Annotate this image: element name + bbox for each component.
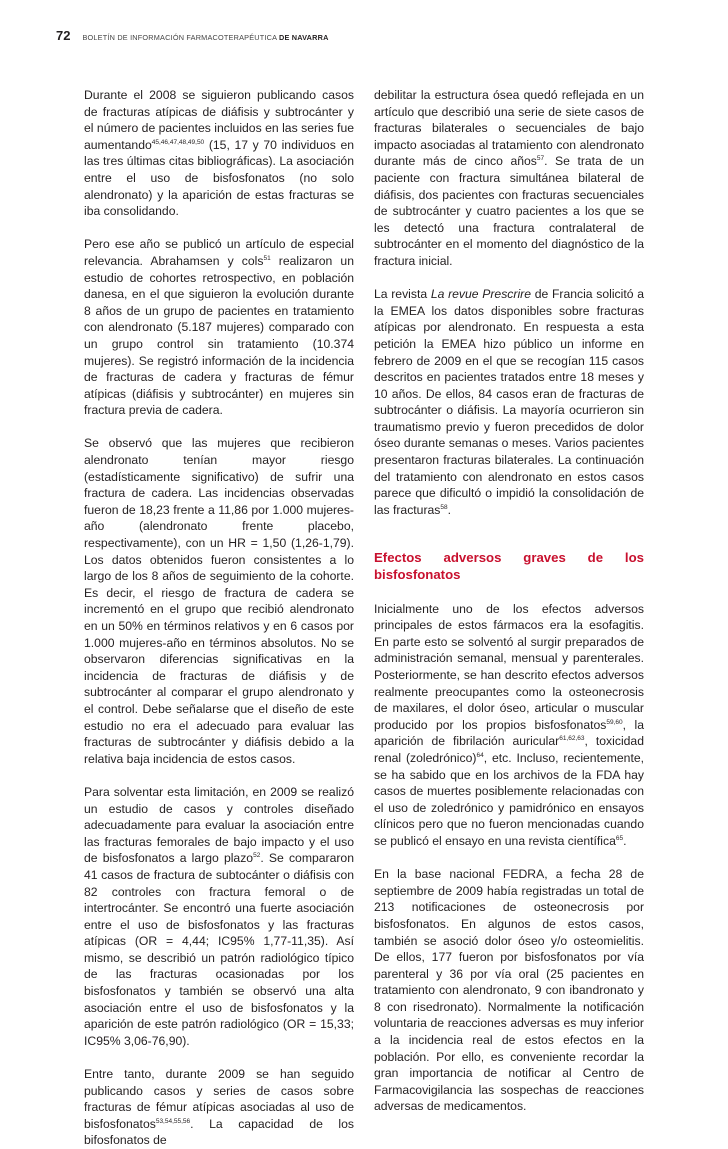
paragraph: La revista La revue Prescrire de Francia solicitó a la EMEA los datos disponibles sobre fracturas atípicas por alendronato. En respuesta a esta petición la EMEA hizo público un informe en febrero de 2009 en el que se recogían 115 casos descritos en pacientes tratados entre 18 meses y 10 años. De ellos, 84 casos eran de fracturas de subtrocánter o diáfisis. La mayoría ocurrieron sin traumatismo previo y fueron precedidos de dolor óseo durante semanas o meses. Varios pacientes presentaron fracturas bilaterales. La continuación del tratamiento con alendronato en estos casos parece que dificultó o impidió la consolidación de las fracturas$^{58}$. <box>374 287 644 517</box>
citation-ref: 58 <box>440 503 448 511</box>
paragraph: Se observó que las mujeres que recibieron alendronato tenían mayor riesgo (estadísticamente significativo) de sufrir una fractura de cadera. Las incidencias observadas fueron de 18,23 frente a 11,86 por 1.000 mujeres-año (alendronato frente placebo, respectivamente), con un HR = 1,50 (1,26-1,79). Los datos obtenidos fueron consistentes a lo largo de los 8 años de seguimiento de la cohorte. Es decir, el riesgo de fractura de cadera se incrementó en el grupo que recibió alendronato en un 50% en términos relativos y en 6 casos por 1.000 mujeres-año en términos absolutos. No se observaron diferencias significativas en la incidencia de fracturas de diáfisis y de subtrocánter al comparar el grupo alendronato y el control. Debe señalarse que el diseño de este estudio no era el adecuado para evaluar las fracturas de subtrocánter y diáfisis debido a la relativa baja incidencia de estos casos. <box>84 436 354 766</box>
journal-citation: La revue Prescrire <box>430 287 532 302</box>
paragraph: debilitar la estructura ósea quedó reflejada en un artículo que describió una serie de siete casos de fracturas bilaterales o secuenciales de bajo impacto asociadas al tratamiento con alendronato durante más de cinco años$^{57}$. Se trata de un paciente con fractura simultánea bilateral de diáfisis, dos pacientes con fracturas secuenciales de subtrocánter y cuatro pacientes a los que se les detectó una fractura contralateral de subtrocánter en el momento del diagnóstico de la fractura inicial. <box>374 88 645 268</box>
paragraph: Durante el 2008 se siguieron publicando casos de fracturas atípicas de diáfisis y subtrocánter y el número de pacientes incluidos en las series fue aumentando$^{45,46,47,48,49,50}$ (15, 17 y 70 individuos en las tres últimas citas bibliográficas). La asociación entre el uso de bisfosfonatos (no solo alendronato) y la aparición de estas fracturas se iba consolidando. <box>84 88 354 219</box>
citation-ref: 45,46,47,48,49,50 <box>151 138 205 146</box>
paragraph: Inicialmente uno de los efectos adversos principales de estos fármacos era la esofagitis. En parte esto se solventó al surgir preparados de administración semanal, mensual y parenterales. Posteriormente, se han descrito efectos adversos realmente preocupantes como la osteonecrosis de maxilares, el dolor óseo, articular o muscular producido por los propios bisfosfonatos$^{59,60}$, la aparición de fibrilación auricular$^{61,62,63}$, toxicidad renal (zoledrónico)$^{64}$, etc. Incluso, recientemente, se ha sabido que en los archivos de la FDA hay casos de muertes posiblemente relacionadas con el uso de zoledrónico y pamidrónico en ensayos clínicos pero que no fueron mencionadas cuando se publicó el ensayo en una revista científica$^{65}$. <box>374 601 645 848</box>
left-column <box>84 87 354 1149</box>
right-column <box>374 87 644 1115</box>
page-number: 72 <box>56 28 71 43</box>
citation-ref: 65 <box>615 834 624 842</box>
citation-ref: 53,54,55,56 <box>155 1117 191 1125</box>
citation-ref: 59,60 <box>606 718 623 726</box>
section-heading: Efectos adversos graves de los bisfosfonatos <box>374 550 644 583</box>
journal-region: DE NAVARRA <box>279 33 329 42</box>
running-header <box>56 28 329 43</box>
paragraph: Entre tanto, durante 2009 se han seguido publicando casos y series de casos sobre fracturas de fémur atípicas asociadas al uso de bisfosfonatos$^{53,54,55,56}$. La capacidad de los bifosfonatos de <box>84 1067 354 1148</box>
journal-title <box>82 33 328 42</box>
citation-ref: 61,62,63 <box>559 735 585 743</box>
citation-ref: 52 <box>253 852 261 860</box>
paragraph: Para solventar esta limitación, en 2009 se realizó un estudio de casos y controles diseñado adecuadamente para evaluar la asociación entre las fracturas femorales de bajo impacto y el uso de bisfosfonatos a largo plazo$^{52}$. Se compararon 41 casos de fractura de subtocánter o diáfisis con 82 controles con fractura femoral o de intertrocánter. Se encontró una fuerte asociación entre el uso de bisfosfonatos y las fracturas atípicas (OR = 4,44; IC95% 1,77-11,35). Así mismo, se describió un patrón radiológico típico de las fracturas ocasionadas por los bisfosfonatos y también se observó una alta asociación entre el uso de bisfosfonatos y la aparición de este patrón radiológico (OR = 15,33; IC95% 3,06-76,90). <box>84 784 354 1048</box>
paragraph: En la base nacional FEDRA, a fecha 28 de septiembre de 2009 había registradas un total de 213 notificaciones de osteonecrosis por bisfosfonatos. En algunos de estos casos, también se asoció dolor óseo y/o osteomielitis. De ellos, 177 fueron por bisfosfonatos por vía parenteral y 36 por vía oral (25 pacientes en tratamiento con alendronato, 9 con ibandronato y 8 con risedronato). Normalmente la notificación voluntaria de reacciones adversas es muy inferior a la incidencia real de estos efectos en la población. Por ello, es conveniente recordar la gran importancia de notificar al Centro de Farmacovigilancia las sospechas de reacciones adversas de medicamentos. <box>374 867 644 1114</box>
journal-name: BOLETÍN DE INFORMACIÓN FARMACOTERAPÉUTICA <box>82 33 277 42</box>
citation-ref: 57 <box>536 155 545 163</box>
citation-ref: 51 <box>263 254 271 262</box>
paragraph: Pero ese año se publicó un artículo de especial relevancia. Abrahamsen y cols$^{51}$ realizaron un estudio de cohortes retrospectivo, en población danesa, en el que siguieron la evolución durante 8 años de un grupo de pacientes en tratamiento con alendronato (5.187 mujeres) comparado con un grupo control sin tratamiento (10.374 mujeres). Se registró información de la incidencia de fracturas de cadera y fracturas de fémur atípicas (diáfisis y subtrocánter) en mujeres sin fractura previa de cadera. <box>84 237 354 418</box>
citation-ref: 64 <box>476 751 484 759</box>
